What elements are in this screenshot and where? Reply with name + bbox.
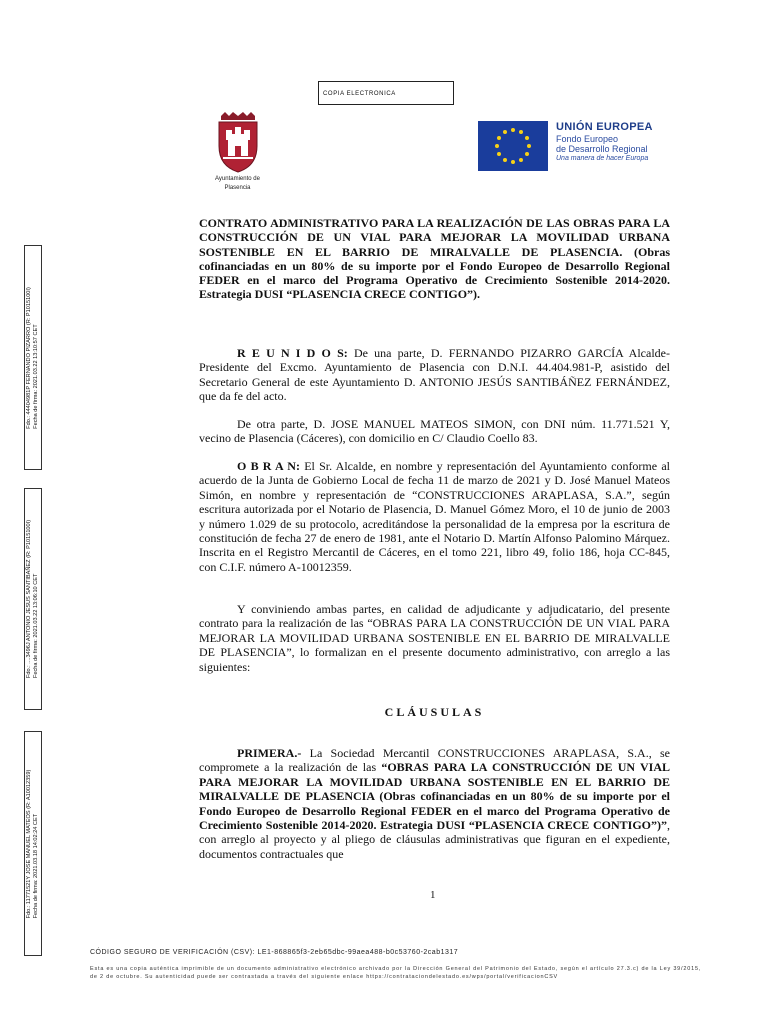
logo-caption-2: Plasencia xyxy=(224,185,251,191)
reunidos-paragraph xyxy=(199,346,670,404)
signature-1-date: Fecha de firma: 2021.03.22 13:10:57 CET xyxy=(33,323,39,429)
eu-line-2: Fondo Europeo xyxy=(556,134,619,144)
signature-3-signer: Fdo.: 11771521Y JOSE MANUEL MATEOS (R: A10012359) xyxy=(26,769,32,918)
document-title: CONTRATO ADMINISTRATIVO PARA LA REALIZACIÓN DE LAS OBRAS PARA LA CONSTRUCCIÓN DE UN VIAL PARA MEJORAR LA MOVILIDAD URBANA SOSTENIBLE EN EL BARRIO DE MIRALVALLE DE PLASENCIA. (Obras cofinanciadas en un 80% de su importe por el Fondo Europeo de Desarrollo Regional FEDER en el marco del Programa Operativo de Crecimiento Sostenible 2014-2020. Estrategia DUSI “PLASENCIA CRECE CONTIGO”). xyxy=(199,216,670,302)
signature-box-2 xyxy=(24,488,42,710)
reunidos-label: R E U N I D O S: xyxy=(237,346,348,360)
obran-paragraph xyxy=(199,459,670,574)
primera-text-a: La Sociedad Mercantil CONSTRUCCIONES ARAPLASA, S.A., se compromete a la realización de las xyxy=(199,746,670,775)
conviniendo-paragraph xyxy=(199,602,670,674)
signature-2-signer: Fdo.: ....3496J ANTONIO JESUS SANTIBAÑEZ (R: P1015100I) xyxy=(26,519,32,679)
csv-code: CÓDIGO SEGURO DE VERIFICACIÓN (CSV): LE1-868865f3-2eb65dbc-99aea488-b0c53760-2cab1317 xyxy=(90,949,459,956)
signature-2-date: Fecha de firma: 2021.03.22 13:06:10 CET xyxy=(33,573,39,679)
ayuntamiento-logo xyxy=(205,112,270,192)
signature-box-1 xyxy=(24,245,42,470)
primera-paragraph xyxy=(199,746,670,861)
copia-electronica-box xyxy=(318,81,454,105)
page-number: 1 xyxy=(430,889,436,901)
eu-logo xyxy=(478,121,653,171)
signature-3-date: Fecha de firma: 2021.03.18 14:02:24 CET xyxy=(33,813,39,918)
eu-title: UNIÓN EUROPEA xyxy=(556,121,653,133)
signature-1-signer: Fdo.: 44404981P FERNANDO PIZARRO (R: P1015100I) xyxy=(26,286,32,429)
coat-of-arms-icon xyxy=(215,112,261,174)
authenticity-note: Esta es una copia auténtica imprimible de un documento administrativo electrónico archivado por la Dirección General del Patrimonio del Estado, según el artículo 27.3.c) de la Ley 39/2015, de 2 de octubre. Su autenticidad puede ser contrastada a través del siguiente enlace https://contrataciondelestado.es/wps/portal/verificacionCSV xyxy=(90,966,702,980)
logo-caption-1: Ayuntamiento de xyxy=(215,176,260,182)
primera-text-b: , con arreglo al proyecto y al pliego de cláusulas administrativas que figuran en el expediente, documentos contractuales que xyxy=(199,818,670,861)
primera-label: PRIMERA.- xyxy=(237,746,302,760)
eu-motto: Una manera de hacer Europa xyxy=(556,155,649,162)
primera-bold: “OBRAS PARA LA CONSTRUCCIÓN DE UN VIAL PARA MEJORAR LA MOVILIDAD URBANA SOSTENIBLE EN EL BARRIO DE MIRALVALLE DE PLASENCIA (Obras cofinanciadas en un 80% de su importe por el Fondo Europeo de Desarrollo Regional FEDER en el marco del Programa Operativo de Crecimiento Sostenible 2014-2020. Estrategia DUSI “PLASENCIA CRECE CONTIGO”)” xyxy=(199,760,670,833)
eu-line-3: de Desarrollo Regional xyxy=(556,144,648,154)
eu-flag-icon xyxy=(478,121,548,171)
reunidos-text: De una parte, D. FERNANDO PIZARRO GARCÍA Alcalde-Presidente del Excmo. Ayuntamiento de Plasencia con D.N.I. 44.404.981-P, asistido del Secretario General de este Ayuntamiento D. ANTONIO JESÚS SANTIBÁÑEZ FERNÁNDEZ, que da fe del acto. xyxy=(199,346,670,404)
conviniendo-text: Y conviniendo ambas partes, en calidad de adjudicante y adjudicatario, del presente contrato para la realización de las “OBRAS PARA LA CONSTRUCCIÓN DE UN VIAL PARA MEJORAR LA MOVILIDAD URBANA SOSTENIBLE EN EL BARRIO DE MIRALVALLE DE PLASENCIA”, lo formalizan en el presente documento administrativo, con arreglo a las siguientes: xyxy=(199,602,670,674)
obran-text: El Sr. Alcalde, en nombre y representación del Ayuntamiento conforme al acuerdo de la Junta de Gobierno Local de fecha 11 de marzo de 2021 y D. José Manuel Mateos Simón, en nombre y representación de “CONSTRUCCIONES ARAPLASA, S.A.”, según escritura autorizada por el Notario de Plasencia, D. Manuel Gómez Moro, el 10 de junio de 2003 y número 1.029 de su protocolo, acreditándose la personalidad de la empresa por la escritura de constitución de fecha 27 de enero de 1981, ante el Notario D. Martín Alfonso Palomino Márquez. Inscrita en el Registro Mercantil de Cáceres, en el tomo 221, libro 49, folio 186, hoja CC-845, con C.I.F. número A-10012359. xyxy=(199,459,670,574)
copia-label: COPIA ELECTRONICA xyxy=(323,91,396,97)
clausulas-heading: CLÁUSULAS xyxy=(384,705,485,719)
otra-parte-text: De otra parte, D. JOSE MANUEL MATEOS SIMON, con DNI núm. 11.771.521 Y, vecino de Plasencia (Cáceres), con domicilio en C/ Claudio Coello 83. xyxy=(199,417,670,446)
otra-parte-paragraph xyxy=(199,417,670,446)
signature-box-3 xyxy=(24,731,42,956)
obran-label: O B R A N: xyxy=(237,459,300,473)
